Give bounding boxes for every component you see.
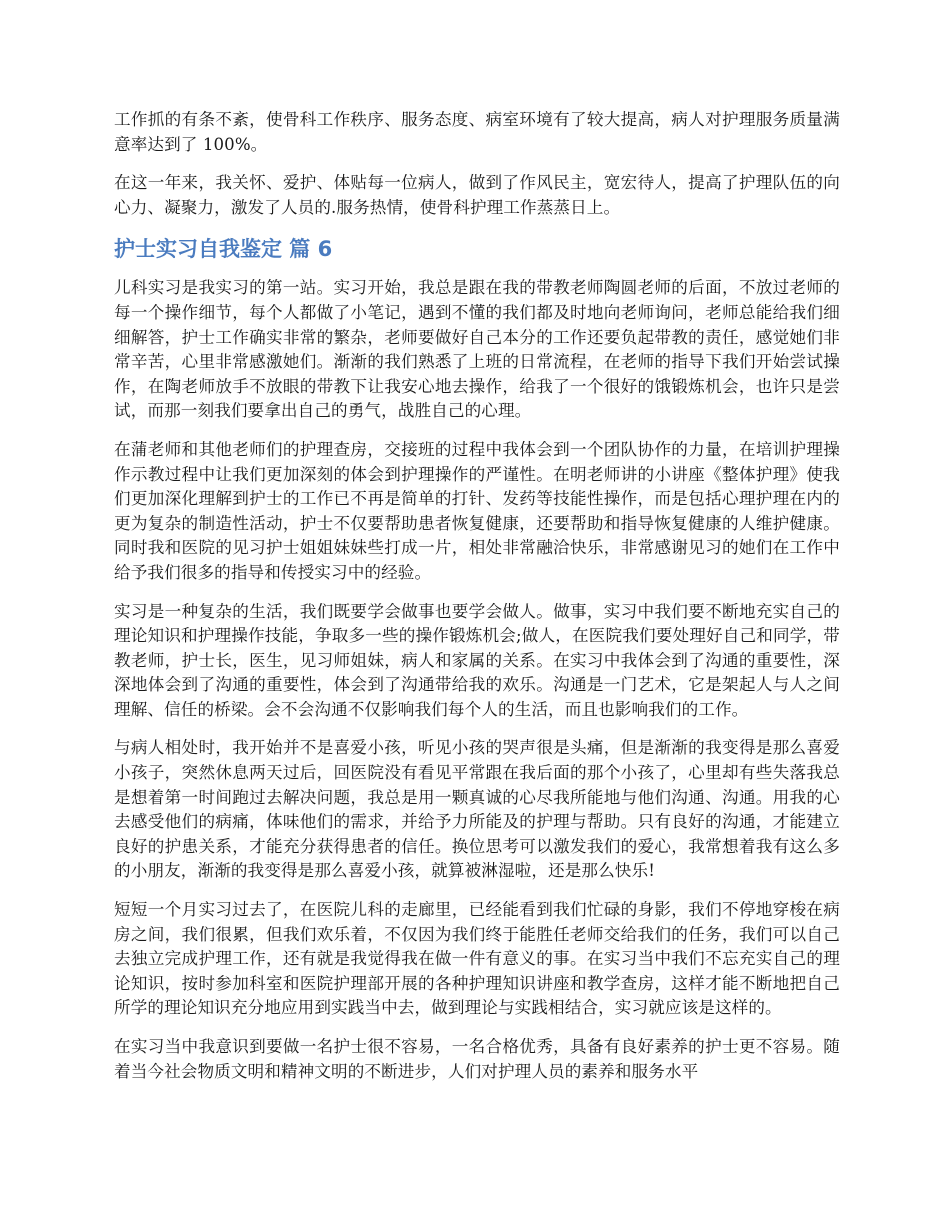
- paragraph: 与病人相处时，我开始并不是喜爱小孩，听见小孩的哭声很是头痛，但是渐渐的我变得是那么喜爱小孩子，突然休息两天过后，回医院没有看见平常跟在我后面的那个小孩了，心里却有些失落我总是想着第一时间跑过去解决问题，我总是用一颗真诚的心尽我所能地与他们沟通、沟通。用我的心去感受他们的病痛，体味他们的需求，并给予力所能及的护理与帮助。只有良好的沟通，才能建立良好的护患关系，才能充分获得患者的信任。换位思考可以激发我们的爱心，我常想着我有这么多的小朋友，渐渐的我变得是那么喜爱小孩，就算被淋湿啦，还是那么快乐!: [114, 738, 840, 881]
- section-heading: 护士实习自我鉴定 篇 6: [114, 237, 333, 262]
- paragraph: 短短一个月实习过去了，在医院儿科的走廊里，已经能看到我们忙碌的身影，我们不停地穿梭在病房之间，我们很累，但我们欢乐着，不仅因为我们终于能胜任老师交给我们的任务，我们可以自己去独立完成护理工作，还有就是我觉得我在做一件有意义的事。在实习当中我们不忘充实自己的理论知识，按时参加科室和医院护理部开展的各种护理知识讲座和教学查房，这样才能不断地把自己所学的理论知识充分地应用到实践当中去，做到理论与实践相结合，实习就应该是这样的。: [114, 900, 840, 1018]
- paragraph: 在蒲老师和其他老师们的护理查房，交接班的过程中我体会到一个团队协作的力量，在培训护理操作示教过程中让我们更加深刻的体会到护理操作的严谨性。在明老师讲的小讲座《整体护理》使我们更加深化理解到护士的工作已不再是简单的打针、发药等技能性操作，而是包括心理护理在内的更为复杂的制造性活动，护士不仅要帮助患者恢复健康，还要帮助和指导恢复健康的人维护健康。同时我和医院的见习护士姐姐妹妹些打成一片，相处非常融洽快乐，非常感谢见习的她们在工作中给予我们很多的指导和传授实习中的经验。: [114, 439, 840, 582]
- paragraph: 实习是一种复杂的生活，我们既要学会做事也要学会做人。做事，实习中我们要不断地充实自己的理论知识和护理操作技能，争取多一些的操作锻炼机会;做人，在医院我们要处理好自己和同学，带教老师，护士长，医生，见习师姐妹，病人和家属的关系。在实习中我体会到了沟通的重要性，深深地体会到了沟通的重要性，体会到了沟通带给我的欢乐。沟通是一门艺术，它是架起人与人之间理解、信任的桥梁。会不会沟通不仅影响我们每个人的生活，而且也影响我们的工作。: [114, 601, 840, 719]
- paragraph: 在这一年来，我关怀、爱护、体贴每一位病人，做到了作风民主，宽宏待人，提高了护理队伍的向心力、凝聚力，激发了人员的.服务热情，使骨科护理工作蒸蒸日上。: [114, 173, 840, 217]
- document-body: [114, 108, 840, 1098]
- paragraph: 儿科实习是我实习的第一站。实习开始，我总是跟在我的带教老师陶圆老师的后面，不放过老师的每一个操作细节，每个人都做了小笔记，遇到不懂的我们都及时地向老师询问，老师总能给我们细细解答，护士工作确实非常的繁杂，老师要做好自己本分的工作还要负起带教的责任，感觉她们非常辛苦，心里非常感激她们。渐渐的我们熟悉了上班的日常流程，在老师的指导下我们开始尝试操作，在陶老师放手不放眼的带教下让我安心地去操作，给我了一个很好的饿锻炼机会，也许只是尝试，而那一刻我们要拿出自己的勇气，战胜自己的心理。: [114, 278, 840, 421]
- paragraph: 在实习当中我意识到要做一名护士很不容易，一名合格优秀，具备有良好素养的护士更不容易。随着当今社会物质文明和精神文明的不断进步，人们对护理人员的素养和服务水平: [114, 1037, 840, 1081]
- paragraph: 工作抓的有条不紊，使骨科工作秩序、服务态度、病室环境有了较大提高，病人对护理服务质量满意率达到了 100%。: [114, 110, 840, 154]
